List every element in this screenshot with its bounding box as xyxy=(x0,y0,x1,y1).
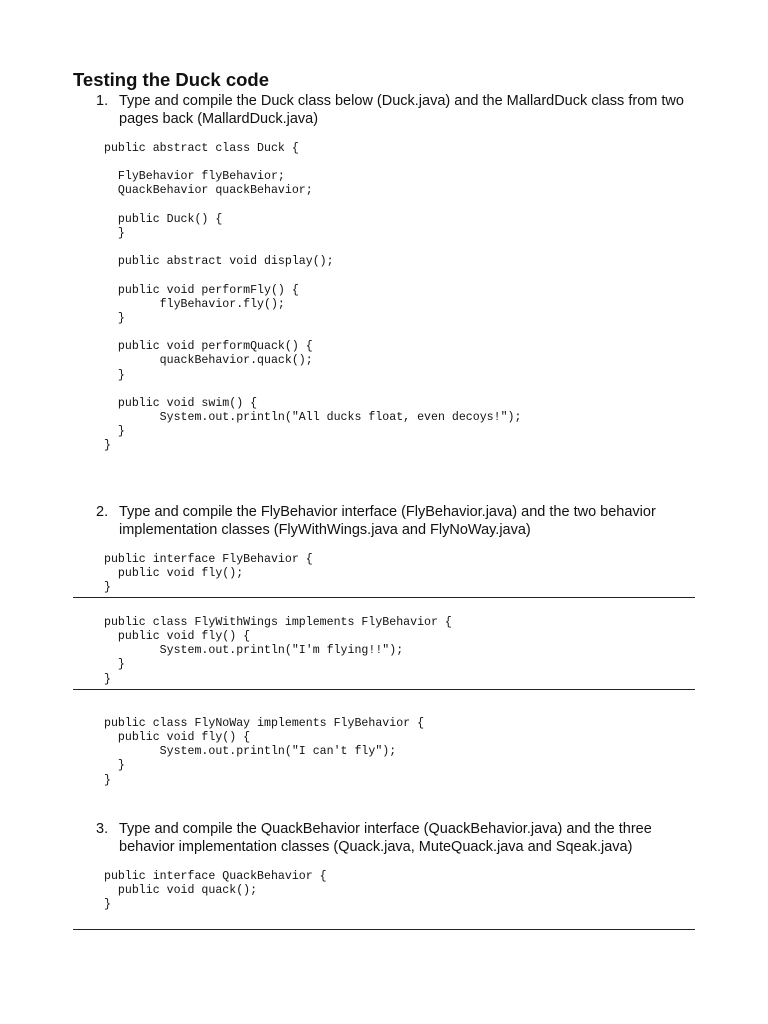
step-text: Type and compile the QuackBehavior interface (QuackBehavior.java) and the three behavior implementation classes (Quack.java, MuteQuack.java and Sqeak.java) xyxy=(119,821,652,855)
divider xyxy=(73,929,695,930)
step-2 xyxy=(96,503,706,539)
step-3 xyxy=(96,820,706,856)
code-block-fly-with-wings: public class FlyWithWings implements FlyBehavior { public void fly() { System.out.println("I'm flying!!"); } } xyxy=(104,616,452,686)
code-block-fly-behavior: public interface FlyBehavior { public void fly(); } xyxy=(104,553,313,595)
code-block-fly-no-way: public class FlyNoWay implements FlyBehavior { public void fly() { System.out.println("I can't fly"); } } xyxy=(104,717,425,787)
code-block-quack-behavior: public interface QuackBehavior { public void quack(); } xyxy=(104,870,327,912)
step-number: 2. xyxy=(96,504,109,520)
step-number: 1. xyxy=(96,93,109,109)
divider xyxy=(73,689,695,690)
divider xyxy=(73,597,695,598)
step-number: 3. xyxy=(96,821,109,837)
step-1 xyxy=(96,92,706,128)
code-block-duck: public abstract class Duck { FlyBehavior flyBehavior; QuackBehavior quackBehavior; public Duck() { } public abstract void display(); public void performFly() { flyBehavior.fly(); } public void performQuack() { quackBehavior.quack(); } public void swim() { System.out.println("All ducks float, even decoys!"); } } xyxy=(104,142,522,453)
step-text: Type and compile the Duck class below (Duck.java) and the MallardDuck class from two pages back (MallardDuck.java) xyxy=(119,93,684,127)
page-title: Testing the Duck code xyxy=(73,69,269,90)
step-text: Type and compile the FlyBehavior interface (FlyBehavior.java) and the two behavior implementation classes (FlyWithWings.java and FlyNoWay.java) xyxy=(119,504,656,538)
